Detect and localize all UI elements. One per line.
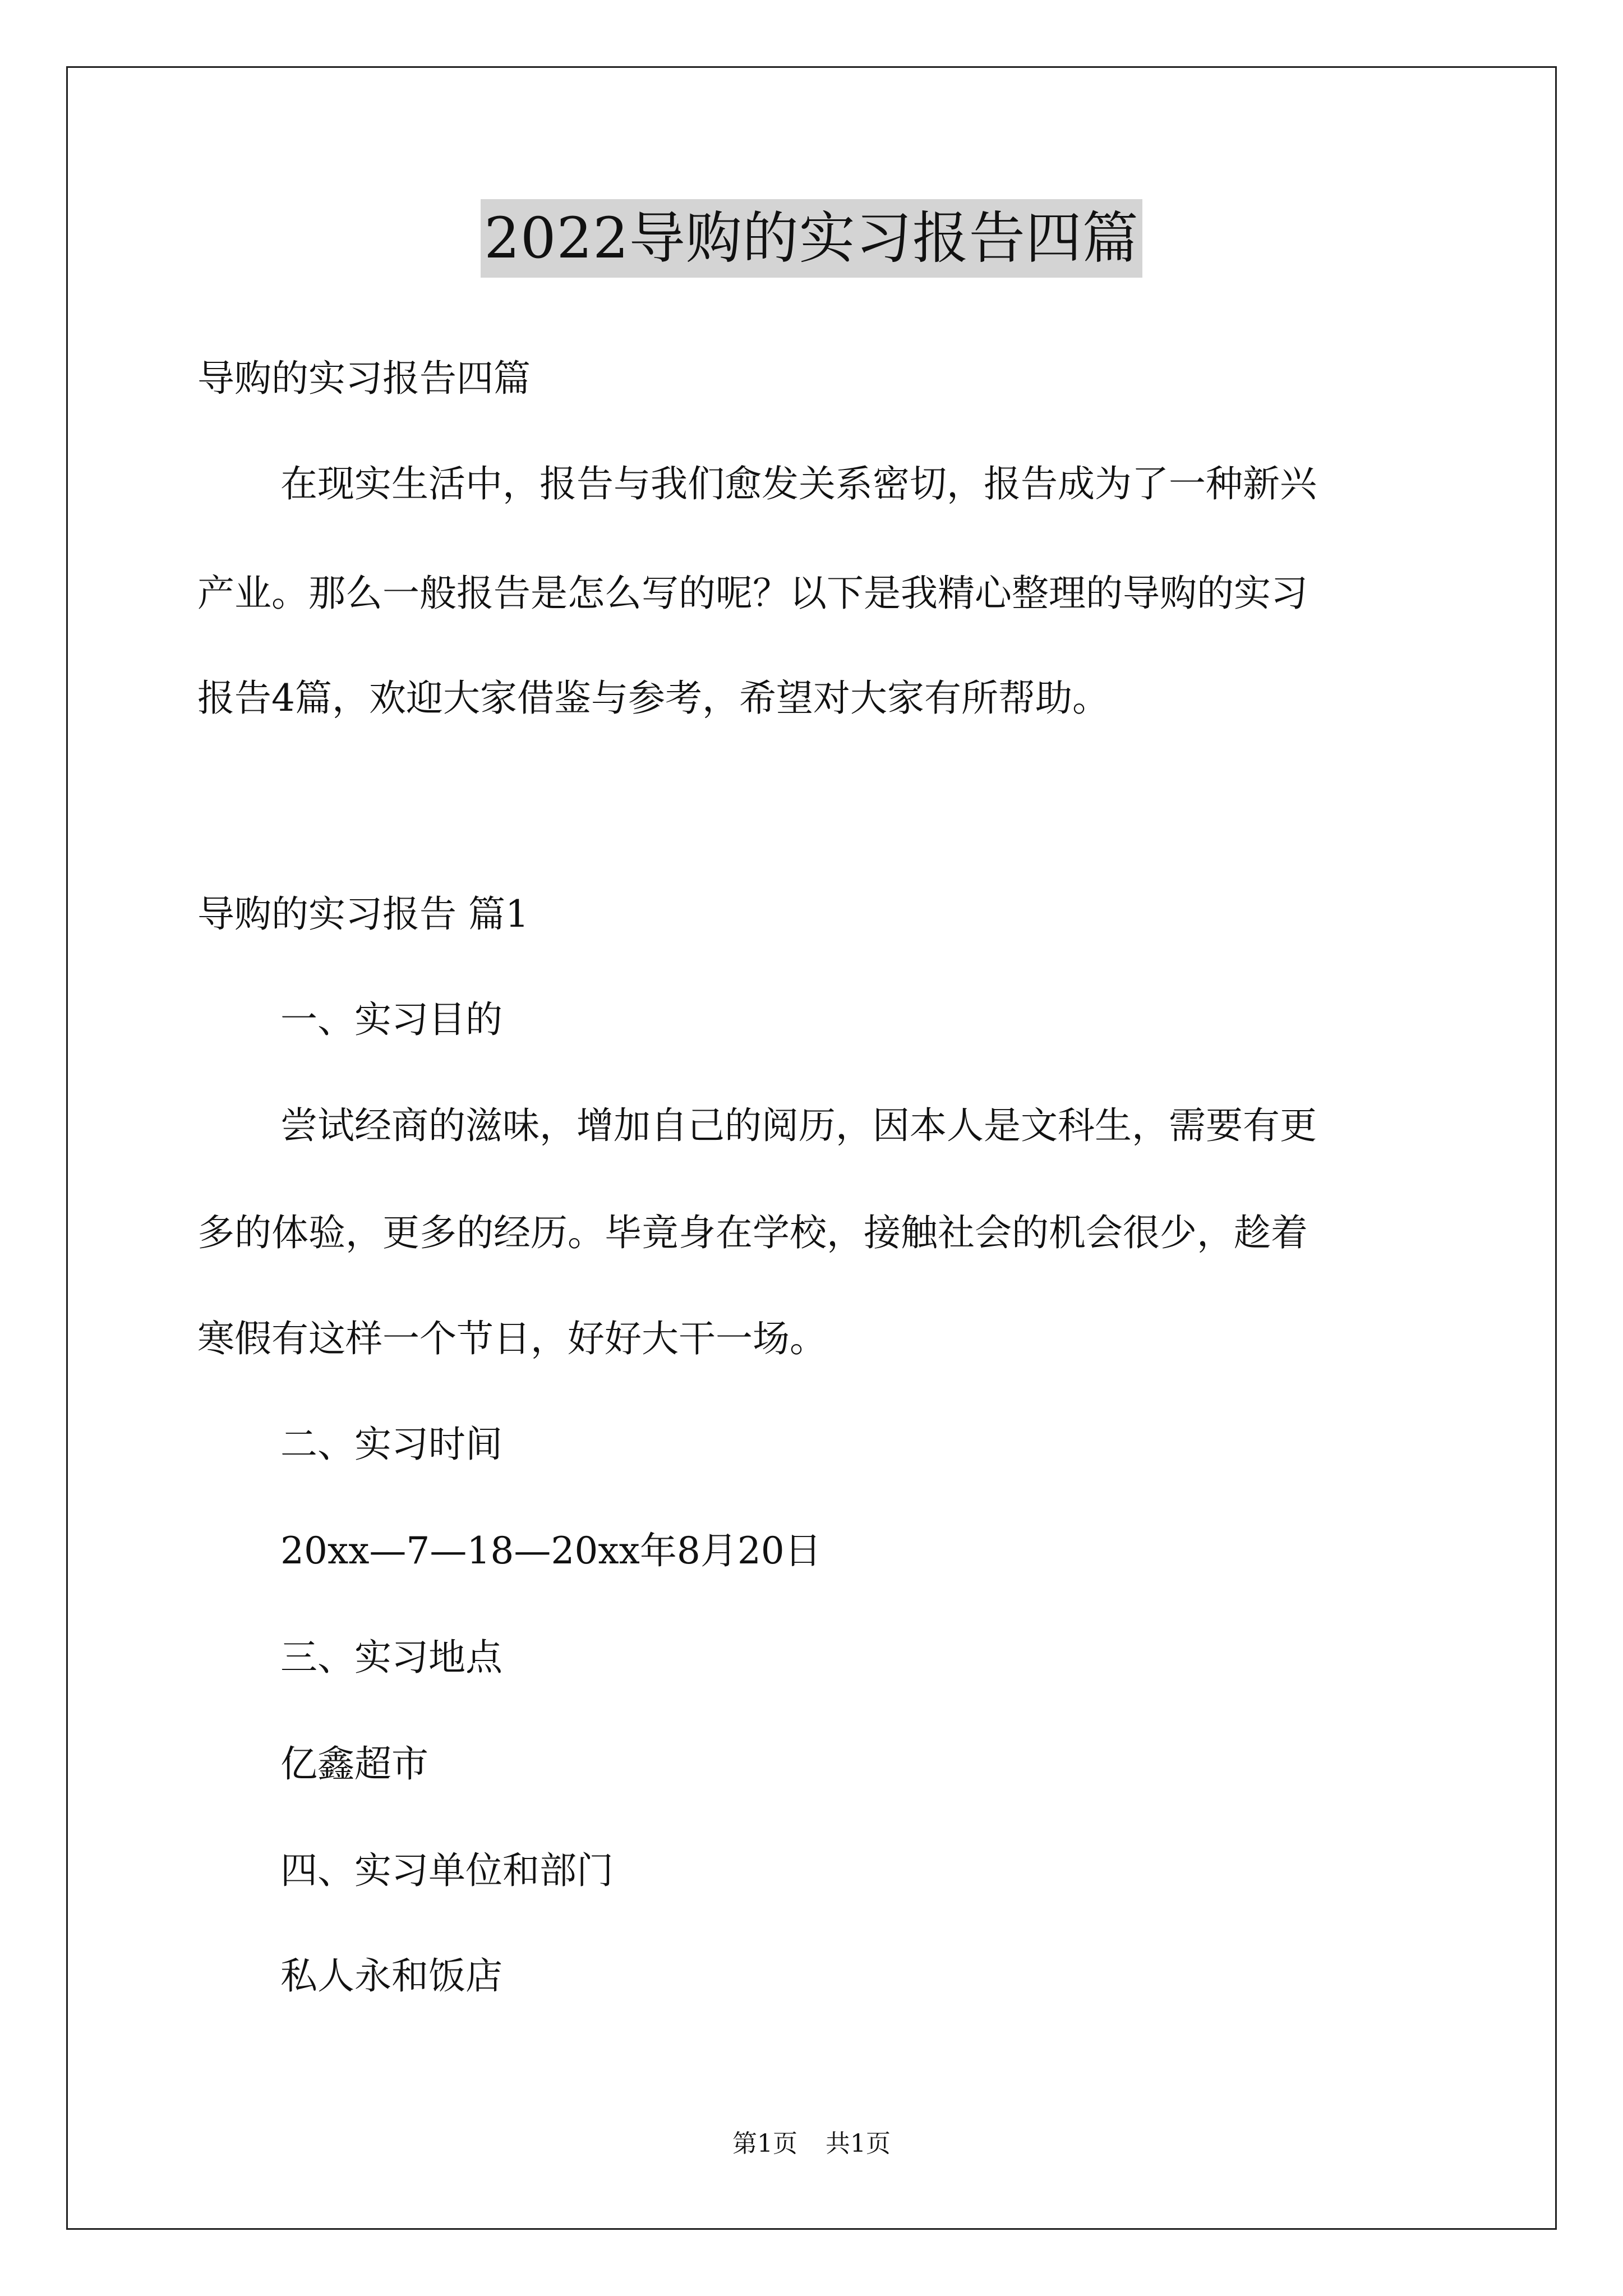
paragraph-line: 寒假有这样一个节日，好好大干一场。 [197,1317,827,1360]
page-footer [0,2127,1623,2161]
page-total: 共1页 [826,2129,891,2158]
paragraph-line: 产业。那么一般报告是怎么写的呢？以下是我精心整理的导购的实习 [197,572,1308,615]
paragraph-line: 报告4篇，欢迎大家借鉴与参考，希望对大家有所帮助。 [197,677,1109,720]
paragraph-line: 私人永和饭店 [280,1954,502,1998]
paragraph-line: 20xx—7—18—20xx年8月20日 [280,1529,822,1572]
document-title: 2022导购的实习报告四篇 [481,199,1142,278]
subtitle-line: 导购的实习报告四篇 [197,357,531,400]
title-container [0,199,1623,278]
page-number: 第1页 [732,2129,797,2158]
subheading: 四、实习单位和部门 [280,1849,614,1892]
section-heading: 导购的实习报告 篇1 [197,892,529,936]
subheading: 一、实习目的 [280,998,502,1041]
subheading: 二、实习时间 [280,1423,502,1466]
paragraph-line: 尝试经商的滋味，增加自己的阅历，因本人是文科生，需要有更 [280,1104,1317,1147]
paragraph-line: 在现实生活中，报告与我们愈发关系密切，报告成为了一种新兴 [280,462,1317,505]
paragraph-line: 多的体验，更多的经历。毕竟身在学校，接触社会的机会很少，趁着 [197,1211,1308,1254]
paragraph-line: 亿鑫超市 [280,1742,428,1786]
subheading: 三、实习地点 [280,1636,502,1679]
